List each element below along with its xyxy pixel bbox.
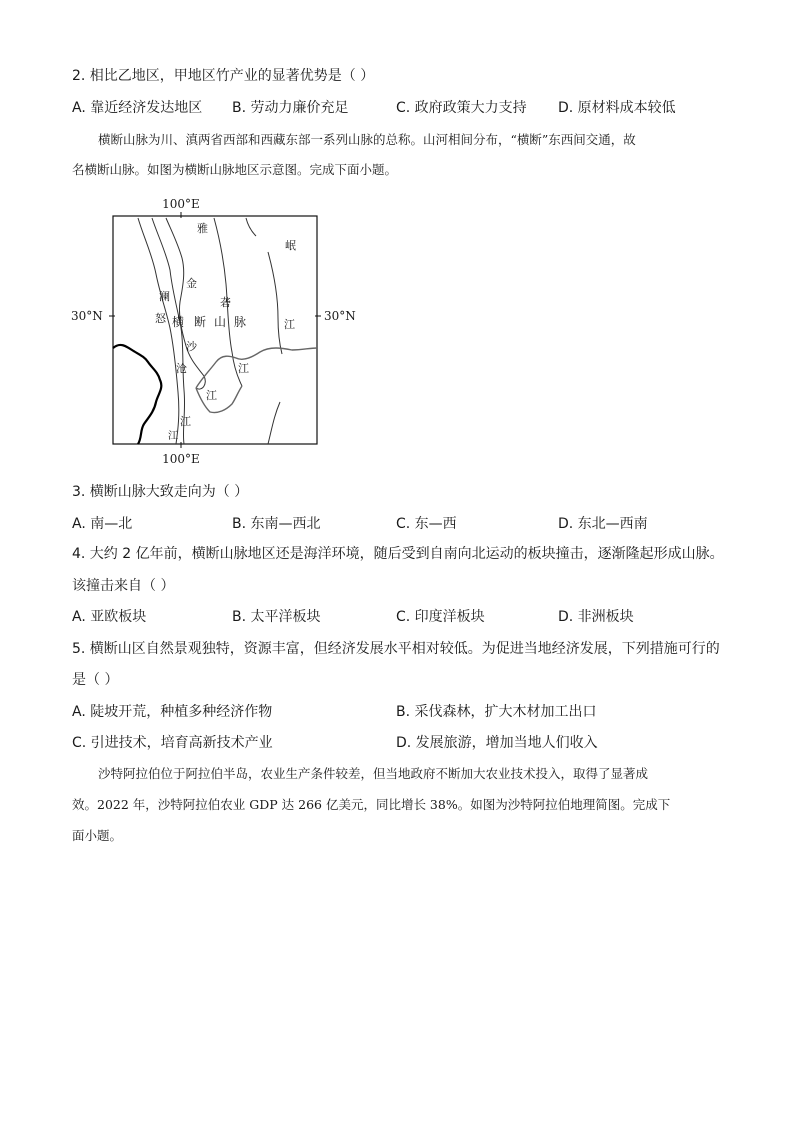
char-heng: 横 (172, 315, 185, 329)
char-lan: 澜 (159, 290, 170, 303)
minjiang-river (268, 252, 282, 354)
q2-stem: 2. 相比乙地区，甲地区竹产业的显著优势是（ ） (72, 68, 375, 84)
q3-option-a: A. 南—北 (72, 516, 133, 532)
q5-option-b: B. 采伐森林，扩大木材加工出口 (396, 704, 597, 720)
char-mai: 脉 (234, 315, 247, 329)
char-jiang-jinsha: 江 (206, 389, 217, 402)
q4-option-b: B. 太平洋板块 (232, 609, 321, 625)
char-jin: 金 (186, 277, 197, 290)
lon-label-top: 100°E (162, 197, 200, 211)
char-cang: 沧 (176, 362, 187, 375)
q4-stem-line2: 该撞击来自（ ） (72, 578, 175, 594)
q5-option-d: D. 发展旅游，增加当地人们收入 (396, 735, 598, 751)
char-jiang-nu: 江 (168, 431, 178, 442)
q4-option-c: C. 印度洋板块 (396, 609, 485, 625)
char-duan: 断 (194, 315, 207, 329)
hengduan-map (60, 192, 380, 474)
q5-option-c: C. 引进技术，培育高新技术产业 (72, 735, 273, 751)
char-jiang-lancang: 江 (180, 415, 191, 428)
char-nu: 怒 (155, 312, 166, 325)
q2-option-c: C. 政府政策大力支持 (396, 100, 527, 116)
hengduan-map-svg (60, 192, 380, 474)
q2-option-d: D. 原材料成本较低 (558, 100, 676, 116)
char-long: 砻 (220, 296, 231, 309)
q5-stem-line1: 5. 横断山区自然景观独特，资源丰富，但经济发展水平相对较低。为促进当地经济发展，下列措施可行的 (72, 641, 720, 657)
char-jiang-yalong: 江 (238, 362, 249, 375)
q5-stem-line2: 是（ ） (72, 672, 119, 688)
char-min: 岷 (285, 239, 296, 252)
passage2-line1: 沙特阿拉伯位于阿拉伯半岛，农业生产条件较差，但当地政府不断加大农业技术投入，取得了显著成 (98, 766, 649, 781)
q3-option-d: D. 东北—西南 (558, 516, 648, 532)
lat-label-right: 30°N (324, 309, 356, 323)
char-shan: 山 (214, 315, 227, 329)
national-boundary (113, 345, 161, 444)
lat-label-left: 30°N (71, 309, 103, 323)
q2-option-b: B. 劳动力廉价充足 (232, 100, 349, 116)
passage1-line2: 名横断山脉。如图为横断山脉地区示意图。完成下面小题。 (72, 162, 398, 177)
nujiang-river (138, 218, 179, 444)
q5-option-a: A. 陡坡开荒，种植多种经济作物 (72, 704, 273, 720)
q4-stem-line1: 4. 大约 2 亿年前，横断山脉地区还是海洋环境，随后受到自南向北运动的板块撞击，逐渐隆起形成山脉。 (72, 546, 724, 562)
q4-option-d: D. 非洲板块 (558, 609, 634, 625)
passage1-line1: 横断山脉为川、滇两省西部和西藏东部一系列山脉的总称。山河相间分布，“横断”东西间交通，故 (98, 132, 636, 147)
char-ya: 雅 (197, 222, 208, 235)
q4-option-a: A. 亚欧板块 (72, 609, 147, 625)
lon-label-bottom: 100°E (162, 452, 200, 466)
q3-stem: 3. 横断山脉大致走向为（ ） (72, 484, 249, 500)
passage2-line2: 效。2022 年，沙特阿拉伯农业 GDP 达 266 亿美元，同比增长 38%。如图为沙特阿拉伯地理简图。完成下 (72, 797, 671, 812)
q3-option-b: B. 东南—西北 (232, 516, 321, 532)
char-jiang-minjiang: 江 (284, 318, 295, 331)
q2-option-a: A. 靠近经济发达地区 (72, 100, 203, 116)
passage2-line3: 面小题。 (72, 828, 123, 843)
char-sha: 沙 (186, 340, 197, 353)
province-boundary (196, 348, 317, 388)
q3-option-c: C. 东—西 (396, 516, 457, 532)
